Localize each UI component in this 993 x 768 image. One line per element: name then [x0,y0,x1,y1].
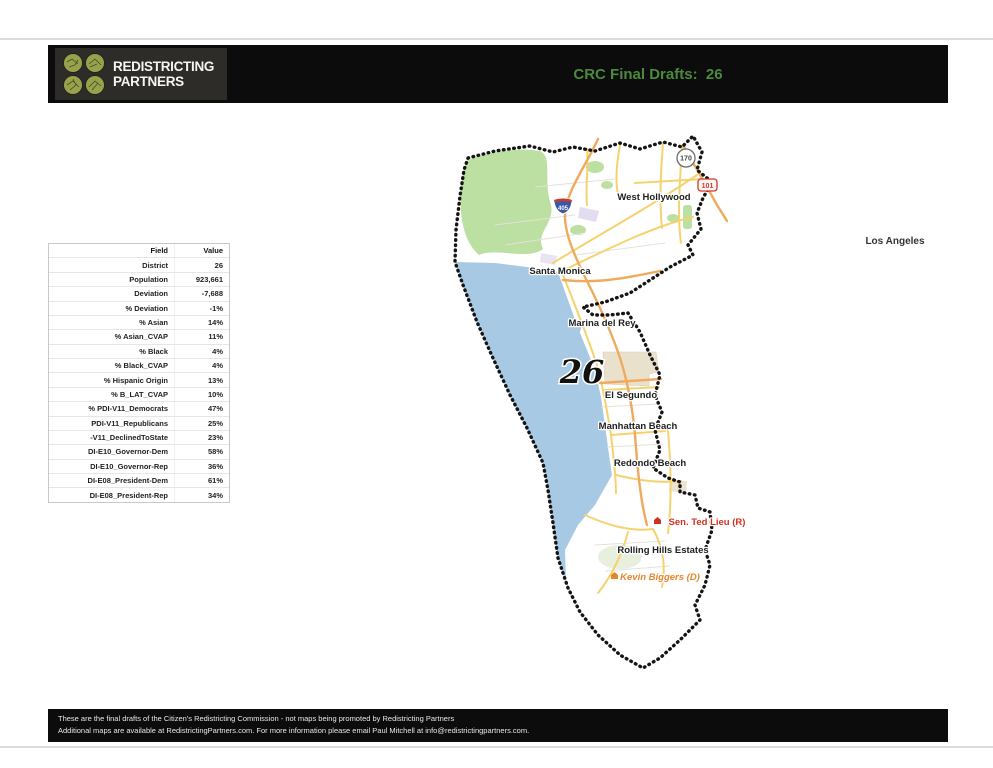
value-cell: -1% [174,302,229,315]
footer-bar [48,709,948,742]
field-cell: % Hispanic Origin [103,375,168,385]
value-cell: 26 [174,258,229,271]
svg-text:101: 101 [701,183,714,190]
map-label-manhattan-beach: Manhattan Beach [598,421,678,432]
table-row [49,287,229,301]
table-row [49,345,229,359]
value-cell: 4% [174,345,229,358]
value-cell: 25% [174,417,229,430]
column-header-field: Field [150,246,168,256]
table-row [49,258,229,272]
table-row [49,402,229,416]
slide-bottom-edge [0,746,993,748]
table-row [49,431,229,445]
value-cell: 923,661 [174,273,229,286]
map-label-challenger: Kevin Biggers (D) [620,572,700,583]
field-cell: District [142,260,168,270]
table-row [49,316,229,330]
table-row [49,359,229,373]
footer-line1: These are the final drafts of the Citizen's Redistricting Commission - not maps being promoted by Redistricting Partners [58,714,455,723]
column-header-value: Value [174,244,229,257]
svg-text:170: 170 [680,155,692,163]
route-shield-170 [677,149,695,167]
field-cell: Deviation [134,289,168,299]
table-row [49,273,229,287]
route-shield-101 [698,179,717,191]
table-row [49,330,229,344]
table-row [49,460,229,474]
field-cell: DI-E10_Governor-Dem [87,447,168,457]
field-cell: DI-E10_Governor-Rep [90,461,168,471]
map-label-incumbent: Sen. Ted Lieu (R) [668,517,746,528]
field-cell: % PDI-V11_Democrats [88,404,168,414]
map-label-el-segundo: El Segundo [604,390,658,401]
logo-line2: PARTNERS [113,74,184,89]
field-cell: PDI-V11_Republicans [91,418,168,428]
table-row [49,388,229,402]
map-label-marina-del-rey: Marina del Rey [568,318,636,329]
footer-line2: Additional maps are available at RedistrictingPartners.com. For more information please email Paul Mitchell at info@redistrictingpartners.com. [58,726,530,735]
stats-table-body [49,258,229,501]
table-row [49,488,229,501]
district-number-label: 26 [559,353,605,391]
value-cell: 14% [174,316,229,329]
field-cell: % Deviation [125,303,168,313]
value-cell: 34% [174,488,229,501]
value-cell: 10% [174,388,229,401]
map-label-rolling-hills-estates: Rolling Hills Estates [617,545,709,556]
district-map [435,125,965,685]
field-cell: % Black [139,346,168,356]
map-label-redondo-beach: Redondo Beach [613,458,687,469]
value-cell: 13% [174,373,229,386]
header-bar [48,45,948,103]
logo-line1: REDISTRICTING [113,58,215,74]
table-row [49,474,229,488]
value-cell: 4% [174,359,229,372]
map-label-los-angeles: Los Angeles [865,236,925,247]
table-header-row [49,244,229,258]
value-cell: 11% [174,330,229,343]
field-cell: % Black_CVAP [114,361,168,371]
logo-wordmark [113,59,214,89]
map-label-west-hollywood: West Hollywood [617,192,691,203]
district-map-container [435,125,965,685]
field-cell: % Asian_CVAP [114,332,168,342]
incumbent-label-group [654,517,745,528]
value-cell: -7,688 [174,287,229,300]
field-cell: DI-E08_President-Dem [87,476,168,486]
district-stats-table [48,243,230,503]
logo [55,48,227,100]
page-title: CRC Final Drafts: 26 [573,65,723,83]
field-cell: % B_LAT_CVAP [111,389,168,399]
value-cell: 36% [174,460,229,473]
value-cell: 23% [174,431,229,444]
field-cell: Population [129,274,168,284]
field-cell: % Asian [139,318,168,328]
table-row [49,373,229,387]
value-cell: 58% [174,445,229,458]
map-label-santa-monica: Santa Monica [529,266,591,277]
table-row [49,445,229,459]
field-cell: -V11_DeclinedToState [90,433,168,443]
value-cell: 47% [174,402,229,415]
slide-top-edge [0,38,993,40]
field-cell: DI-E08_President-Rep [89,490,168,500]
table-row [49,417,229,431]
logo-icon [62,52,106,96]
table-row [49,302,229,316]
svg-text:405: 405 [557,206,569,212]
challenger-label-group [611,572,700,583]
value-cell: 61% [174,474,229,487]
